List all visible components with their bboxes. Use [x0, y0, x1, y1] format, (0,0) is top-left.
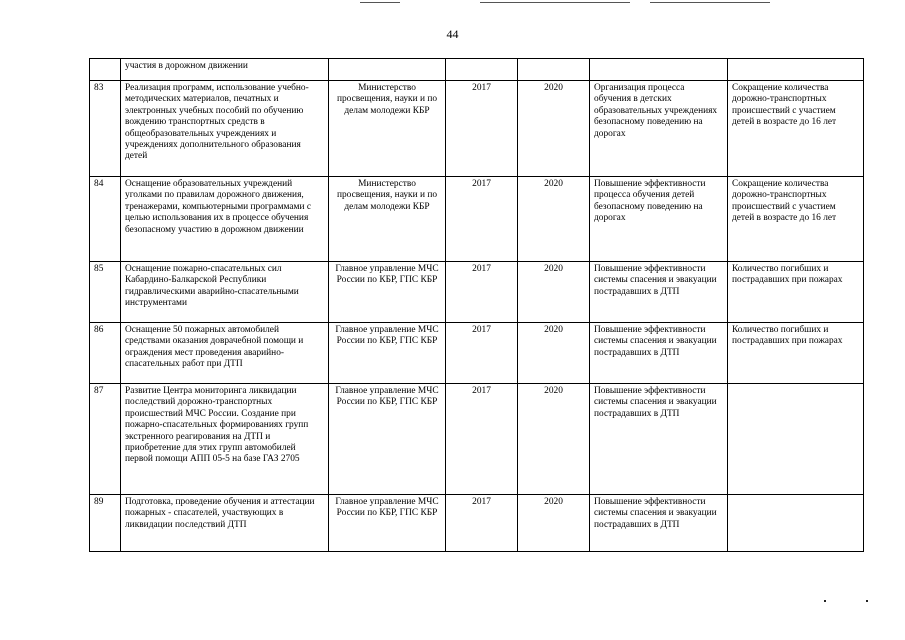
result-cell: Организация процесса обучения в детских образовательных учреждениях безопасному поведению на дорогах	[590, 81, 728, 177]
row-number: 86	[90, 323, 121, 384]
executor-cell: Главное управление МЧС России по КБР, ГПС КБР	[329, 495, 446, 552]
result-cell: Повышение эффективности процесса обучения детей безопасному поведению на дорогах	[590, 177, 728, 262]
start-year-cell: 2017	[446, 384, 518, 495]
row-number	[90, 59, 121, 81]
indicator-cell	[728, 59, 864, 81]
result-cell	[590, 59, 728, 81]
result-cell: Повышение эффективности системы спасения и эвакуации пострадавших в ДТП	[590, 495, 728, 552]
start-year-cell	[446, 59, 518, 81]
table-row	[90, 323, 864, 384]
executor-cell: Главное управление МЧС России по КБР, ГПС КБР	[329, 384, 446, 495]
indicator-cell: Количество погибших и пострадавших при пожарах	[728, 262, 864, 323]
end-year-cell: 2020	[518, 323, 590, 384]
scan-dot	[866, 600, 868, 602]
row-number: 87	[90, 384, 121, 495]
executor-cell: Главное управление МЧС России по КБР, ГПС КБР	[329, 323, 446, 384]
indicator-cell: Количество погибших и пострадавших при пожарах	[728, 323, 864, 384]
measure-cell: участия в дорожном движении	[121, 59, 329, 81]
end-year-cell: 2020	[518, 81, 590, 177]
measure-cell: Подготовка, проведение обучения и аттестации пожарных - спасателей, участвующих в ликвидации последствий ДТП	[121, 495, 329, 552]
table-row	[90, 384, 864, 495]
end-year-cell: 2020	[518, 384, 590, 495]
start-year-cell: 2017	[446, 323, 518, 384]
start-year-cell: 2017	[446, 495, 518, 552]
scan-mark	[360, 2, 400, 3]
start-year-cell: 2017	[446, 262, 518, 323]
start-year-cell: 2017	[446, 81, 518, 177]
end-year-cell: 2020	[518, 262, 590, 323]
end-year-cell	[518, 59, 590, 81]
result-cell: Повышение эффективности системы спасения и эвакуации пострадавших в ДТП	[590, 323, 728, 384]
table-row	[90, 81, 864, 177]
result-cell: Повышение эффективности системы спасения и эвакуации пострадавших в ДТП	[590, 384, 728, 495]
measure-cell: Оснащение пожарно-спасательных сил Кабардино-Балкарской Республики гидравлическими аварийно-спасательными инструментами	[121, 262, 329, 323]
measure-cell: Развитие Центра мониторинга ликвидации последствий дорожно-транспортных происшествий МЧС России. Создание при пожарно-спасательных формированиях групп экстренного реагирования на ДТП и приобретение для этих групп автомобилей первой помощи АПП 05-5 на базе ГАЗ 2705	[121, 384, 329, 495]
table-row	[90, 177, 864, 262]
end-year-cell: 2020	[518, 495, 590, 552]
table-row	[90, 262, 864, 323]
indicator-cell: Сокращение количества дорожно-транспортных происшествий с участием детей в возрасте до 16 лет	[728, 81, 864, 177]
end-year-cell: 2020	[518, 177, 590, 262]
executor-cell: Министерство просвещения, науки и по делам молодежи КБР	[329, 177, 446, 262]
table-row	[90, 495, 864, 552]
measures-table	[89, 58, 864, 552]
row-number: 84	[90, 177, 121, 262]
scan-dot	[824, 600, 826, 602]
row-number: 83	[90, 81, 121, 177]
executor-cell: Главное управление МЧС России по КБР, ГПС КБР	[329, 262, 446, 323]
executor-cell	[329, 59, 446, 81]
result-cell: Повышение эффективности системы спасения и эвакуации пострадавших в ДТП	[590, 262, 728, 323]
row-number: 85	[90, 262, 121, 323]
table-row	[90, 59, 864, 81]
row-number: 89	[90, 495, 121, 552]
start-year-cell: 2017	[446, 177, 518, 262]
executor-cell: Министерство просвещения, науки и по делам молодежи КБР	[329, 81, 446, 177]
indicator-cell	[728, 384, 864, 495]
scan-mark	[480, 2, 630, 3]
indicator-cell	[728, 495, 864, 552]
measure-cell: Оснащение 50 пожарных автомобилей средствами оказания доврачебной помощи и ограждения мест проведения аварийно-спасательных работ при ДТП	[121, 323, 329, 384]
measure-cell: Реализация программ, использование учебно-методических материалов, печатных и электронных учебных пособий по обучению вождению транспортных средств в общеобразовательных учреждениях и учреждениях дополнительного образования детей	[121, 81, 329, 177]
scan-mark	[650, 2, 770, 3]
measure-cell: Оснащение образовательных учреждений уголками по правилам дорожного движения, тренажерами, компьютерными программами с целью использования их в процессе обучения безопасному участию в дорожном движении	[121, 177, 329, 262]
page-number: 44	[446, 27, 459, 41]
indicator-cell: Сокращение количества дорожно-транспортных происшествий с участием детей в возрасте до 16 лет	[728, 177, 864, 262]
